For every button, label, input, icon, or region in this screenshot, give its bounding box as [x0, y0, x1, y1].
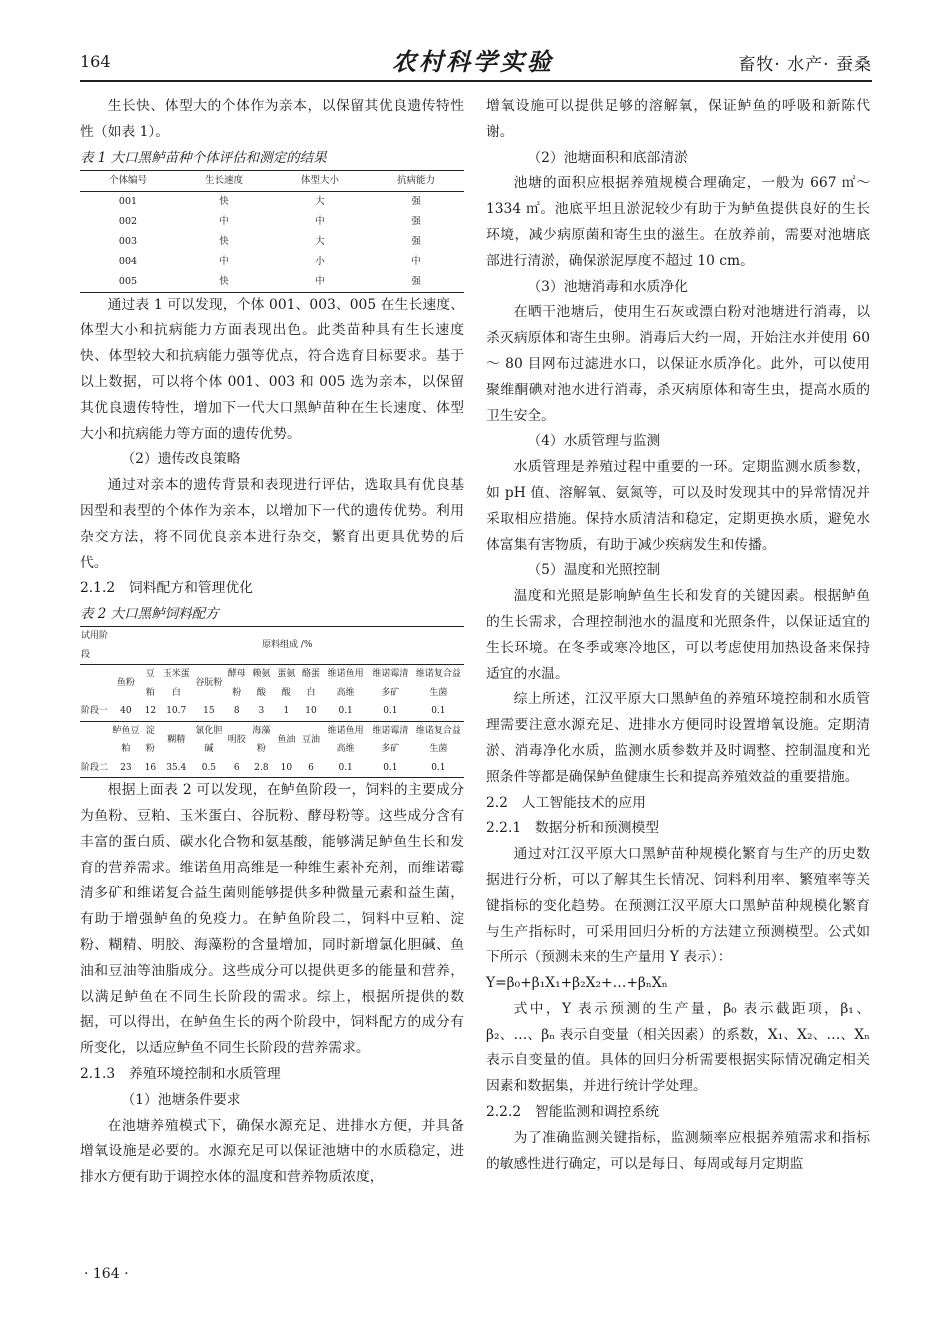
- table-cell: 002: [118, 215, 138, 227]
- table-row: [80, 272, 464, 293]
- subheading: （5）温度和光照控制: [527, 562, 661, 579]
- table-cell: 大: [315, 195, 325, 207]
- table-cell: 15: [193, 702, 225, 721]
- table1-caption: 表 1 大口黑鲈苗种个体评估和测定的结果: [80, 149, 327, 166]
- table-cell: 12: [141, 702, 159, 721]
- table-cell: 酵母粉: [227, 669, 246, 698]
- paragraph: 通过表 1 可以发现，个体 001、003、005 在生长速度、体型大小和抗病能力方面表现出色。此类苗种具有生长速度快、体型较大和抗病能力强等优点，符合选育目标要求。基于以上数据，可以将个体 001、003 和 005 选为亲本，以保留其优良遗传特性，增加下一代大口黑鲈苗种在生长速度、体型大小和抗病能力等方面的遗传优势。: [80, 296, 464, 442]
- table-row: [80, 702, 464, 721]
- table-row: [80, 252, 464, 272]
- footer-page-number: · 164 ·: [84, 1266, 129, 1282]
- table-cell: 明胶: [227, 734, 246, 745]
- table-cell: 鱼油: [277, 734, 296, 745]
- table-cell: 0.1: [383, 762, 398, 773]
- right-column: [486, 94, 870, 1177]
- table-cell: 赖氨酸: [252, 669, 271, 698]
- section-title: 畜牧· 水产· 蚕桑: [738, 55, 872, 75]
- table-cell: 小: [315, 255, 325, 267]
- table-cell: 23: [120, 762, 132, 773]
- table2-composition-header: 原料组成 /%: [110, 627, 464, 665]
- table-row: [80, 721, 464, 759]
- table-cell: 10: [299, 702, 324, 721]
- table-cell: 1: [274, 702, 299, 721]
- table-cell: 0.1: [323, 702, 368, 721]
- table-cell: 淀粉: [145, 725, 155, 755]
- header-page-number: 164: [80, 52, 111, 71]
- table-cell: 003: [118, 235, 138, 247]
- table-cell: 强: [411, 235, 421, 247]
- paragraph: 为了准确监测关键指标，监测频率应根据养殖需求和指标的敏感性进行确定，可以是每日、每周或每月定期监: [486, 1129, 870, 1172]
- table1-header: 体型大小: [272, 170, 368, 191]
- paragraph: 增氧设施可以提供足够的溶解氧，保证鲈鱼的呼吸和新陈代谢。: [486, 98, 870, 140]
- paragraph: 在晒干池塘后，使用生石灰或漂白粉对池塘进行消毒，以杀灭病原体和寄生虫卵。消毒后大约一周，开始注水并使用 60 ～ 80 目网布过滤进水口，以保证水质净化。此外，可以使用聚维酮碘对池水进行消毒，杀灭病原体和寄生虫，提高水质的卫生安全。: [486, 304, 870, 424]
- table1: [80, 170, 464, 293]
- paragraph: 池塘的面积应根据养殖规模合理确定，一般为 667 ㎡～ 1334 ㎡。池底平坦且淤泥较少有助于为鲈鱼提供良好的生长环境，减少病原菌和寄生虫的滋生。在放养前，需要对池塘底部进行清淤，确保淤泥厚度不超过 10 cm。: [486, 175, 870, 269]
- table-cell: 0.1: [368, 702, 413, 721]
- table-cell: 0.1: [431, 762, 446, 773]
- table-cell: 快: [219, 235, 229, 247]
- paragraph: 综上所述，江汉平原大口黑鲈鱼的养殖环境控制和水质管理需要注意水源充足、进排水方便同时设置增氧设施。定期清淤、消毒净化水质，监测水质参数并及时调整、控制温度和光照条件等都是确保鲈鱼健康生长和提高养殖效益的重要措施。: [486, 691, 870, 785]
- table-row: [80, 759, 464, 778]
- table-cell: 强: [411, 215, 421, 227]
- table-cell: 玉米蛋白: [162, 669, 190, 698]
- paragraph: 通过对江汉平原大口黑鲈苗种规模化繁育与生产的历史数据进行分析，可以了解其生长情况、饲料利用率、繁殖率等关键指标的变化趋势。在预测江汉平原大口黑鲈苗种规模化繁育与生产指标时，可采用回归分析的方法建立预测模型。公式如下所示（预测未来的生产量用 Y 表示）：: [486, 846, 870, 966]
- table-cell: 维诺霉清多矿: [372, 669, 409, 698]
- table-cell: 强: [411, 275, 421, 287]
- subheading: （2）遗传改良策略: [121, 451, 241, 468]
- table-cell: 中: [219, 215, 229, 227]
- table-cell: 维诺鱼用高维: [327, 725, 364, 755]
- table-cell: 0.5: [201, 762, 217, 773]
- table-cell: 鱼粉: [116, 678, 135, 689]
- table2: [80, 626, 464, 778]
- subheading: （2）池塘面积和底部清淤: [527, 149, 688, 166]
- table2-caption: 表 2 大口黑鲈饲料配方: [80, 606, 219, 623]
- table-cell: 豆粕: [145, 669, 155, 698]
- table-cell: 大: [315, 235, 325, 247]
- table-cell: 酪蛋白: [301, 669, 320, 698]
- subheading: （4）水质管理与监测: [527, 433, 661, 450]
- paragraph: 生长快、体型大的个体作为亲本，以保留其优良遗传特性性（如表 1）。: [80, 98, 464, 140]
- table1-header: 生长速度: [176, 170, 272, 191]
- table-cell: 中: [411, 255, 421, 267]
- table-cell: 16: [144, 762, 157, 773]
- table-cell: 10: [280, 762, 293, 773]
- journal-title: 农村科学实验: [392, 47, 554, 76]
- regression-formula: Y=β₀+β₁X₁+β₂X₂+…+βₙXₙ: [486, 975, 668, 992]
- table-cell: 阶段一: [80, 702, 110, 721]
- table-cell: 氯化胆碱: [195, 725, 223, 755]
- section-heading: 2.2.2 智能监测和调控系统: [486, 1104, 660, 1121]
- header-rule: [80, 80, 872, 82]
- table-cell: 维诺复合益生菌: [415, 725, 461, 755]
- table-cell: 中: [219, 255, 229, 267]
- table-cell: 海藻粉: [252, 725, 271, 755]
- table-row: [80, 665, 464, 703]
- table-cell: 强: [411, 195, 421, 207]
- paragraph: 温度和光照是影响鲈鱼生长和发育的关键因素。根据鲈鱼的生长需求，合理控制池水的温度和光照条件，以保证适宜的生长环境。在冬季或寒冷地区，可以考虑使用加热设备来保持适宜的水温。: [486, 588, 870, 682]
- table-cell: 2.8: [254, 762, 269, 773]
- table-cell: 鲈鱼豆粕: [112, 725, 140, 755]
- section-heading: 2.1.2 饲料配方和管理优化: [80, 580, 254, 597]
- table-cell: [80, 721, 110, 759]
- table-cell: 005: [118, 275, 138, 287]
- table-cell: 快: [219, 195, 229, 207]
- table-cell: 001: [118, 195, 138, 207]
- table-cell: 6: [233, 762, 240, 773]
- table-cell: 8: [225, 702, 249, 721]
- left-column: [80, 94, 464, 1191]
- table-cell: 004: [118, 255, 138, 267]
- table-cell: [80, 665, 110, 703]
- table1-header: 抗病能力: [368, 170, 464, 191]
- table2-stage-header: 试用阶段: [80, 627, 110, 665]
- table-cell: 10.7: [160, 702, 193, 721]
- paragraph: 式中，Y 表示预测的生产量，β₀ 表示截距项，β₁、β₂、…、βₙ 表示自变量（相关因素）的系数，X₁、X₂、…、Xₙ 表示自变量的值。具体的回归分析需要根据实际情况确定相关因素和数据集，并进行统计学处理。: [486, 1000, 870, 1095]
- table-cell: 维诺霉清多矿: [372, 725, 409, 755]
- table-cell: 蛋氨酸: [277, 669, 296, 698]
- table-cell: 中: [315, 275, 325, 287]
- table-row: [80, 232, 464, 252]
- table-cell: 40: [110, 702, 141, 721]
- paragraph: 水质管理是养殖过程中重要的一环。定期监测水质参数，如 pH 值、溶解氧、氨氮等，可以及时发现其中的异常情况并采取相应措施。保持水质清洁和稳定，定期更换水质，避免水体富集有害物质，有助于减少疾病发生和传播。: [486, 459, 870, 553]
- section-heading: 2.2 人工智能技术的应用: [486, 794, 646, 811]
- table-cell: 维诺复合益生菌: [415, 669, 461, 698]
- table-cell: 糊精: [167, 734, 186, 745]
- section-heading: 2.1.3 养殖环境控制和水质管理: [80, 1065, 281, 1082]
- table-cell: 中: [315, 215, 325, 227]
- table-cell: 3: [249, 702, 274, 721]
- paragraph: 通过对亲本的遗传背景和表现进行评估，选取具有优良基因型和表型的个体作为亲本，以增加下一代的遗传优势。利用杂交方法，将不同优良亲本进行杂交，繁育出更具优势的后代。: [80, 477, 464, 571]
- paragraph: 在池塘养殖模式下，确保水源充足、进排水方便，并具备增氧设施是必要的。水源充足可以保证池塘中的水质稳定，进排水方便有助于调控水体的温度和营养物质浓度，: [80, 1117, 464, 1186]
- table-cell: 谷朊粉: [195, 678, 223, 689]
- table1-header: 个体编号: [80, 170, 176, 191]
- table-row: [80, 212, 464, 232]
- table-row: [80, 191, 464, 212]
- table-cell: 6: [308, 762, 314, 773]
- table-cell: 35.4: [166, 762, 187, 773]
- paragraph: 根据上面表 2 可以发现，在鲈鱼阶段一，饲料的主要成分为鱼粉、豆粕、玉米蛋白、谷朊粉、酵母粉等。这些成分含有丰富的蛋白质、碳水化合物和氨基酸，能够满足鲈鱼生长和发育的营养需求。维诺鱼用高维是一种维生素补充剂，而维诺霉清多矿和维诺复合益生菌则能够提供多种微量元素和益生菌，有助于增强鲈鱼的免疫力。在鲈鱼阶段二，饲料中豆粕、淀粉、糊精、明胶、海藻粉的含量增加，同时新增氯化胆碱、鱼油和豆油等油脂成分。这些成分可以提供更多的能量和营养，以满足鲈鱼在不同生长阶段的需求。综上，根据所提供的数据，可以得出，在鲈鱼生长的两个阶段中，饲料配方的成分有所变化，以适应鲈鱼不同生长阶段的营养需求。: [80, 782, 464, 1057]
- subheading: （1）池塘条件要求: [121, 1091, 241, 1108]
- section-heading: 2.2.1 数据分析和预测模型: [486, 820, 660, 837]
- subheading: （3）池塘消毒和水质净化: [527, 278, 688, 295]
- table-cell: 0.1: [338, 762, 353, 773]
- table-cell: 快: [219, 275, 229, 287]
- table-cell: 阶段二: [81, 762, 109, 773]
- table-cell: 维诺鱼用高维: [327, 669, 364, 698]
- table-cell: 豆油: [301, 734, 320, 745]
- table-cell: 0.1: [413, 702, 464, 721]
